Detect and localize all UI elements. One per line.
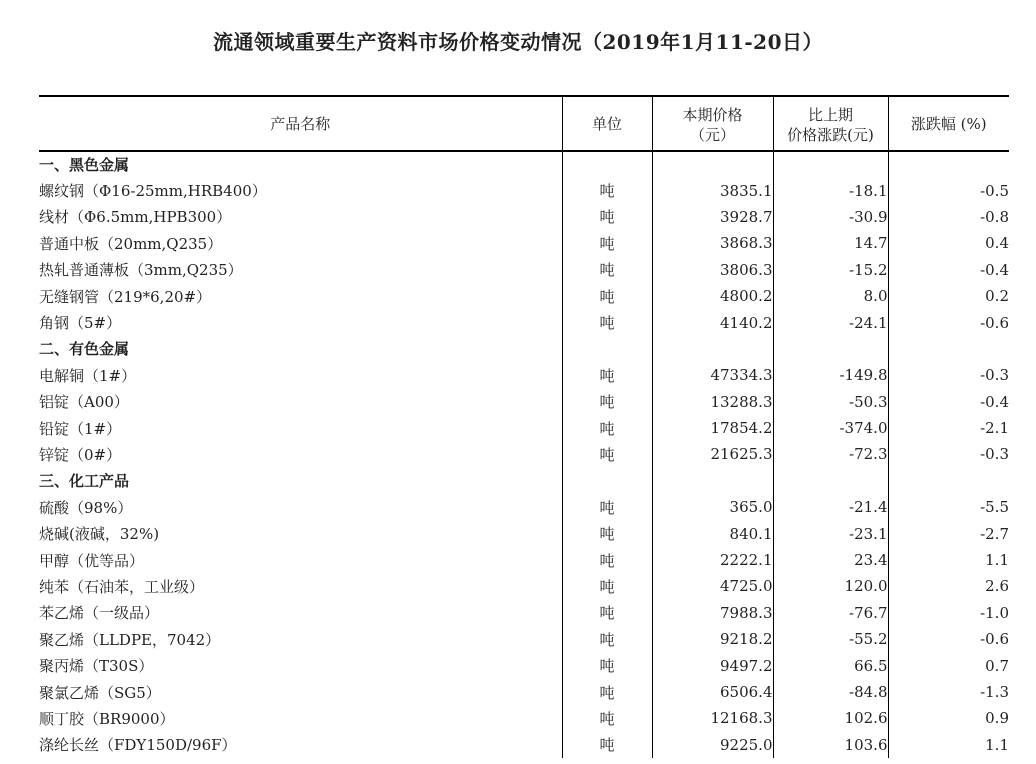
table-row [39, 389, 1009, 415]
pct-cell: -1.3 [888, 679, 1009, 705]
product-name: 聚乙烯（LLDPE，7042） [39, 630, 221, 649]
table-row [39, 415, 1009, 441]
header-change-line2: 价格涨跌(元) [787, 125, 874, 144]
pct-cell: -1.0 [888, 600, 1009, 626]
pct-cell: -5.5 [888, 494, 1009, 520]
table-row [39, 257, 1009, 283]
empty-cell [773, 336, 888, 362]
price-cell: 17854.2 [652, 415, 773, 441]
table-row [39, 573, 1009, 599]
pct-cell: 0.2 [888, 283, 1009, 309]
pct-cell: -0.5 [888, 177, 1009, 203]
category-title: 一、黑色金属 [39, 156, 130, 175]
pct-cell: -0.6 [888, 309, 1009, 335]
change-cell: -30.9 [773, 204, 888, 230]
pct-cell: -0.6 [888, 626, 1009, 652]
pct-cell: 1.1 [888, 732, 1009, 758]
product-name: 甲醇（优等品） [39, 551, 145, 570]
header-change [773, 96, 888, 151]
pct-cell: -0.8 [888, 204, 1009, 230]
category-title: 二、有色金属 [39, 340, 130, 359]
page-title: 流通领域重要生产资料市场价格变动情况（2019年1月11-20日） [212, 30, 824, 54]
change-cell: -72.3 [773, 441, 888, 467]
table-row [39, 600, 1009, 626]
product-name: 硫酸（98%） [39, 498, 133, 517]
pct-cell: -2.7 [888, 520, 1009, 546]
change-cell: -21.4 [773, 494, 888, 520]
change-cell: 102.6 [773, 705, 888, 731]
empty-cell [562, 151, 652, 177]
change-cell: -374.0 [773, 415, 888, 441]
price-cell: 12168.3 [652, 705, 773, 731]
change-cell: 8.0 [773, 283, 888, 309]
table-row [39, 520, 1009, 546]
pct-cell: -0.4 [888, 257, 1009, 283]
product-name: 苯乙烯（一级品） [39, 604, 160, 623]
unit-cell: 吨 [562, 257, 652, 283]
pct-cell: -2.1 [888, 415, 1009, 441]
table-header-row [39, 96, 1009, 151]
unit-cell: 吨 [562, 177, 652, 203]
product-name: 顺丁胶（BR9000） [39, 709, 175, 728]
header-product-name: 产品名称 [39, 96, 562, 151]
table-row [39, 204, 1009, 230]
price-cell: 840.1 [652, 520, 773, 546]
change-cell: 23.4 [773, 547, 888, 573]
unit-cell: 吨 [562, 600, 652, 626]
empty-cell [773, 468, 888, 494]
empty-cell [888, 336, 1009, 362]
price-cell: 7988.3 [652, 600, 773, 626]
pct-cell: 2.6 [888, 573, 1009, 599]
change-cell: -84.8 [773, 679, 888, 705]
change-cell: -24.1 [773, 309, 888, 335]
price-cell: 3928.7 [652, 204, 773, 230]
price-cell: 9218.2 [652, 626, 773, 652]
product-name: 涤纶长丝（FDY150D/96F） [39, 736, 237, 755]
header-change-line1: 比上期 [807, 105, 853, 124]
header-price [652, 96, 773, 151]
price-cell: 6506.4 [652, 679, 773, 705]
price-cell: 365.0 [652, 494, 773, 520]
unit-cell: 吨 [562, 389, 652, 415]
change-cell: -23.1 [773, 520, 888, 546]
change-cell: -50.3 [773, 389, 888, 415]
unit-cell: 吨 [562, 520, 652, 546]
category-row [39, 151, 1009, 177]
unit-cell: 吨 [562, 626, 652, 652]
table-row [39, 732, 1009, 758]
product-name: 铝锭（A00） [39, 393, 129, 412]
table-body [39, 151, 1009, 758]
change-cell: -149.8 [773, 362, 888, 388]
price-cell: 9225.0 [652, 732, 773, 758]
table-row [39, 441, 1009, 467]
product-name: 角钢（5#） [39, 314, 122, 333]
pct-cell: 1.1 [888, 547, 1009, 573]
change-cell: -18.1 [773, 177, 888, 203]
unit-cell: 吨 [562, 652, 652, 678]
header-pct: 涨跌幅 (%) [888, 96, 1009, 151]
product-name: 锌锭（0#） [39, 445, 122, 464]
table-row [39, 705, 1009, 731]
product-name: 线材（Φ6.5mm,HPB300） [39, 208, 232, 227]
unit-cell: 吨 [562, 415, 652, 441]
product-name: 铅锭（1#） [39, 419, 122, 438]
unit-cell: 吨 [562, 494, 652, 520]
empty-cell [652, 151, 773, 177]
price-cell: 4140.2 [652, 309, 773, 335]
unit-cell: 吨 [562, 705, 652, 731]
header-price-line1: 本期价格 [682, 105, 743, 124]
price-cell: 3806.3 [652, 257, 773, 283]
table-row [39, 679, 1009, 705]
product-name: 普通中板（20mm,Q235） [39, 234, 223, 253]
price-cell: 3835.1 [652, 177, 773, 203]
price-cell: 47334.3 [652, 362, 773, 388]
header-unit: 单位 [562, 96, 652, 151]
table-row [39, 283, 1009, 309]
price-cell: 4725.0 [652, 573, 773, 599]
empty-cell [562, 468, 652, 494]
empty-cell [773, 151, 888, 177]
table-row [39, 652, 1009, 678]
price-cell: 3868.3 [652, 230, 773, 256]
table-row [39, 309, 1009, 335]
change-cell: 103.6 [773, 732, 888, 758]
table-row [39, 547, 1009, 573]
empty-cell [888, 468, 1009, 494]
product-name: 无缝钢管（219*6,20#） [39, 287, 212, 306]
unit-cell: 吨 [562, 679, 652, 705]
product-name: 聚氯乙烯（SG5） [39, 683, 161, 702]
change-cell: 120.0 [773, 573, 888, 599]
product-name: 聚丙烯（T30S） [39, 657, 154, 676]
unit-cell: 吨 [562, 230, 652, 256]
header-price-line2: （元） [689, 125, 735, 144]
change-cell: -76.7 [773, 600, 888, 626]
change-cell: 14.7 [773, 230, 888, 256]
price-cell: 4800.2 [652, 283, 773, 309]
unit-cell: 吨 [562, 362, 652, 388]
pct-cell: -0.3 [888, 441, 1009, 467]
pct-cell: 0.7 [888, 652, 1009, 678]
price-cell: 21625.3 [652, 441, 773, 467]
table-row [39, 230, 1009, 256]
empty-cell [652, 336, 773, 362]
table-row [39, 626, 1009, 652]
empty-cell [652, 468, 773, 494]
pct-cell: 0.9 [888, 705, 1009, 731]
unit-cell: 吨 [562, 547, 652, 573]
table-row [39, 177, 1009, 203]
table-row [39, 362, 1009, 388]
change-cell: -55.2 [773, 626, 888, 652]
product-name: 烧碱(液碱，32%) [39, 525, 160, 544]
change-cell: -15.2 [773, 257, 888, 283]
change-cell: 66.5 [773, 652, 888, 678]
price-cell: 13288.3 [652, 389, 773, 415]
unit-cell: 吨 [562, 732, 652, 758]
price-cell: 9497.2 [652, 652, 773, 678]
pct-cell: 0.4 [888, 230, 1009, 256]
unit-cell: 吨 [562, 309, 652, 335]
unit-cell: 吨 [562, 441, 652, 467]
empty-cell [888, 151, 1009, 177]
product-name: 螺纹钢（Φ16-25mm,HRB400） [39, 182, 267, 201]
pct-cell: -0.4 [888, 389, 1009, 415]
unit-cell: 吨 [562, 204, 652, 230]
price-cell: 2222.1 [652, 547, 773, 573]
unit-cell: 吨 [562, 573, 652, 599]
category-title: 三、化工产品 [39, 472, 130, 491]
category-row [39, 336, 1009, 362]
product-name: 热轧普通薄板（3mm,Q235） [39, 261, 243, 280]
product-name: 纯苯（石油苯，工业级） [39, 577, 205, 596]
unit-cell: 吨 [562, 283, 652, 309]
category-row [39, 468, 1009, 494]
empty-cell [562, 336, 652, 362]
pct-cell: -0.3 [888, 362, 1009, 388]
product-name: 电解铜（1#） [39, 366, 137, 385]
table-row [39, 494, 1009, 520]
price-table [39, 95, 1009, 758]
